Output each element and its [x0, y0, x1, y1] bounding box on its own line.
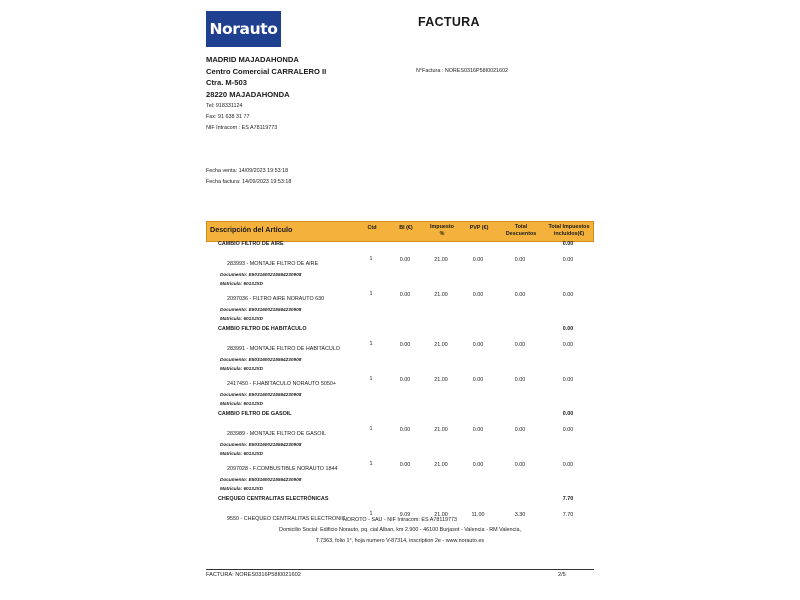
- footer-address: Domicilio Social: Edificio Norauto, pq. cial Alban, km 2.900 - 46100 Burjasot - Valencia - RM Valencia,: [279, 527, 521, 534]
- category-total: 0.00: [562, 241, 574, 247]
- item-qty: 1: [369, 256, 373, 262]
- item-description: 283989 - MONTAJE FILTRO DE GASOIL: [227, 431, 326, 437]
- item-plate: Matricula: 6013JXD: [220, 486, 263, 491]
- item-discount: 0.00: [514, 462, 526, 468]
- item-total: 0.00: [562, 427, 574, 433]
- category-name: CHEQUEO CENTRALITAS ELECTRÓNICAS: [218, 496, 329, 502]
- store-fax: Fax: 91 638 31 77: [206, 114, 250, 121]
- header-bi: BI (€): [399, 225, 413, 231]
- item-tax: 21.00: [434, 512, 448, 518]
- item-total: 0.00: [562, 257, 574, 263]
- header-qty: Ctd: [367, 225, 377, 231]
- item-total: 7.70: [562, 512, 574, 518]
- item-bi: 0.00: [399, 377, 411, 383]
- norauto-logo: [206, 11, 281, 47]
- invoice-dates: [206, 166, 291, 188]
- sale-date: Fecha venta: 14/09/2023 19:53:18: [206, 168, 289, 174]
- item-pvp: 0.00: [472, 462, 484, 468]
- item-total: 0.00: [562, 292, 574, 298]
- invoice-date: Fecha factura: 14/09/2023 19:53:18: [206, 179, 292, 186]
- item-tax: 21.00: [434, 377, 448, 383]
- item-plate: Matricula: 6013JXD: [220, 281, 263, 286]
- item-plate: Matricula: 6013JXD: [220, 366, 263, 371]
- footer-company: NOROTO - SAU - NIF Intracom: ES A78119773: [343, 517, 457, 523]
- legal-footer: [206, 515, 594, 546]
- item-bi: 0.00: [399, 257, 411, 263]
- item-bi: 0.00: [399, 292, 411, 298]
- item-document: Documento: E5031600215564230908: [220, 357, 302, 362]
- item-pvp: 0.00: [472, 377, 484, 383]
- item-tax: 21.00: [434, 427, 448, 433]
- page-number: 2/5: [558, 572, 566, 578]
- header-tax: Impuesto %: [430, 224, 454, 237]
- item-qty: 1: [369, 511, 373, 517]
- logo-text: Norauto: [209, 20, 278, 38]
- item-pvp: 0.00: [472, 427, 484, 433]
- invoice-number: N°Factura : NORES0316P58I0021602: [416, 68, 509, 74]
- store-center: Centro Comercial CARRALERO II: [206, 66, 327, 76]
- header-total-discounts: Total Descuentos: [505, 224, 537, 237]
- item-document: Documento: E5031600215564230908: [220, 307, 302, 312]
- item-description: 283993 - MONTAJE FILTRO DE AIRE: [227, 261, 319, 267]
- store-postal: 28220 MAJADAHONDA: [206, 89, 290, 99]
- item-tax: 21.00: [434, 292, 448, 298]
- item-pvp: 0.00: [472, 342, 484, 348]
- item-total: 0.00: [562, 462, 574, 468]
- header-description: Descripción del Artículo: [210, 225, 293, 234]
- table-header: [206, 221, 594, 242]
- item-qty: 1: [369, 426, 373, 432]
- category-total: 0.00: [562, 411, 574, 417]
- header-total-tax: Total Impuestos incluidos(€): [548, 224, 590, 237]
- footer-divider: [206, 569, 594, 570]
- item-document: Documento: E5031600215564230908: [220, 477, 302, 482]
- page-reference: FACTURA: NORES0316P58I0021602: [206, 572, 301, 578]
- item-plate: Matricula: 6013JXD: [220, 401, 263, 406]
- item-discount: 3.30: [514, 512, 526, 518]
- item-qty: 1: [369, 341, 373, 347]
- category-total: 0.00: [562, 326, 574, 332]
- store-tel: Tel: 918331124: [206, 103, 243, 109]
- item-description: 9550 - CHEQUEO CENTRALITAS ELECTRONIC: [227, 516, 346, 522]
- item-discount: 0.00: [514, 342, 526, 348]
- header-pvp: PVP (€): [469, 225, 489, 231]
- category-name: CAMBIO FILTRO DE GASOIL: [218, 411, 292, 417]
- document-title: FACTURA: [418, 15, 480, 29]
- item-total: 0.00: [562, 342, 574, 348]
- item-tax: 21.00: [434, 342, 448, 348]
- store-road: Ctra. M-503: [206, 78, 247, 88]
- item-description: 2097036 - FILTRO AIRE NORAUTO 630: [227, 296, 325, 302]
- item-pvp: 0.00: [472, 292, 484, 298]
- item-plate: Matricula: 6013JXD: [220, 316, 263, 321]
- store-nif: NIF Intracom : ES A78119773: [206, 125, 278, 132]
- item-discount: 0.00: [514, 377, 526, 383]
- store-name: MADRID MAJADAHONDA: [206, 55, 299, 64]
- item-qty: 1: [369, 291, 373, 297]
- item-discount: 0.00: [514, 427, 526, 433]
- item-document: Documento: E5031600215564230908: [220, 442, 302, 447]
- item-discount: 0.00: [514, 257, 526, 263]
- item-bi: 9.09: [399, 512, 411, 518]
- item-pvp: 11.00: [471, 512, 485, 518]
- item-plate: Matricula: 6013JXD: [220, 451, 263, 456]
- item-bi: 0.00: [399, 427, 411, 433]
- category-total: 7.70: [562, 496, 574, 502]
- item-document: Documento: E5031600215564230908: [220, 392, 302, 397]
- item-bi: 0.00: [399, 462, 411, 468]
- item-description: 2417450 - F.HABITACULO NORAUTO 5050+: [227, 381, 337, 387]
- item-discount: 0.00: [514, 292, 526, 298]
- item-description: 283991 - MONTAJE FILTRO DE HABITACULO: [227, 346, 340, 352]
- store-contact: [206, 101, 277, 135]
- store-address: [206, 54, 326, 100]
- footer-registry: T.7363, folio 1°, hoja numero V-87314, inscription 2e - www.norauto.es: [315, 537, 485, 544]
- category-name: CAMBIO FILTRO DE AIRE: [218, 241, 284, 247]
- item-pvp: 0.00: [472, 257, 484, 263]
- category-name: CAMBIO FILTRO DE HABITÁCULO: [218, 326, 307, 332]
- item-document: Documento: E5031600215564230908: [220, 272, 302, 277]
- item-tax: 21.00: [434, 462, 448, 468]
- item-qty: 1: [369, 461, 373, 467]
- item-bi: 0.00: [399, 342, 411, 348]
- item-total: 0.00: [562, 377, 574, 383]
- item-tax: 21.00: [434, 257, 448, 263]
- item-description: 2097028 - F.COMBUSTIBLE NORAUTO 1844: [227, 466, 338, 472]
- item-qty: 1: [369, 376, 373, 382]
